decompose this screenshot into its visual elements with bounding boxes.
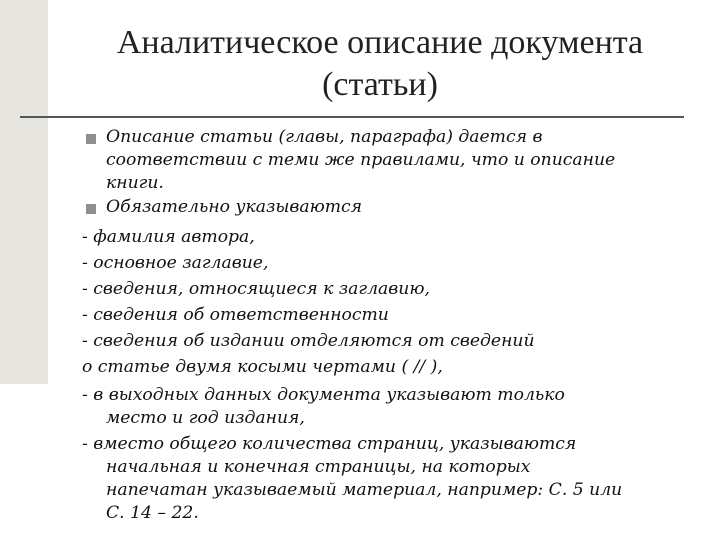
bullet-square-icon: [86, 134, 96, 144]
body-line: книги.: [106, 173, 164, 193]
body-line: - фамилия автора,: [82, 227, 255, 247]
body-line: - вместо общего количества страниц, указываются: [82, 434, 577, 454]
title-line-2: (статьи): [322, 66, 438, 103]
body-line: Описание статьи (главы, параграфа) дается в: [106, 127, 543, 147]
left-decorative-bar: [0, 0, 48, 384]
body-line: напечатан указываемый материал, например: С. 5 или: [106, 480, 623, 500]
body-line: - основное заглавие,: [82, 253, 269, 273]
body-line: соответствии с теми же правилами, что и описание: [106, 150, 616, 170]
body-line: начальная и конечная страницы, на которых: [106, 457, 531, 477]
bullet-square-icon: [86, 204, 96, 214]
title-divider: [20, 116, 684, 118]
body-line: - в выходных данных документа указывают только: [82, 385, 565, 405]
slide-title: [60, 22, 700, 106]
body-line: - сведения об издании отделяются от сведений: [82, 331, 535, 351]
body-line: о статье двумя косыми чертами ( // ),: [82, 357, 443, 377]
body-line: С. 14 – 22.: [106, 503, 199, 523]
body-line: - сведения об ответственности: [82, 305, 389, 325]
title-line-1: Аналитическое описание документа: [116, 24, 644, 61]
body-line: - сведения, относящиеся к заглавию,: [82, 279, 430, 299]
body-line: место и год издания,: [106, 408, 305, 428]
body-line: Обязательно указываются: [106, 197, 363, 217]
